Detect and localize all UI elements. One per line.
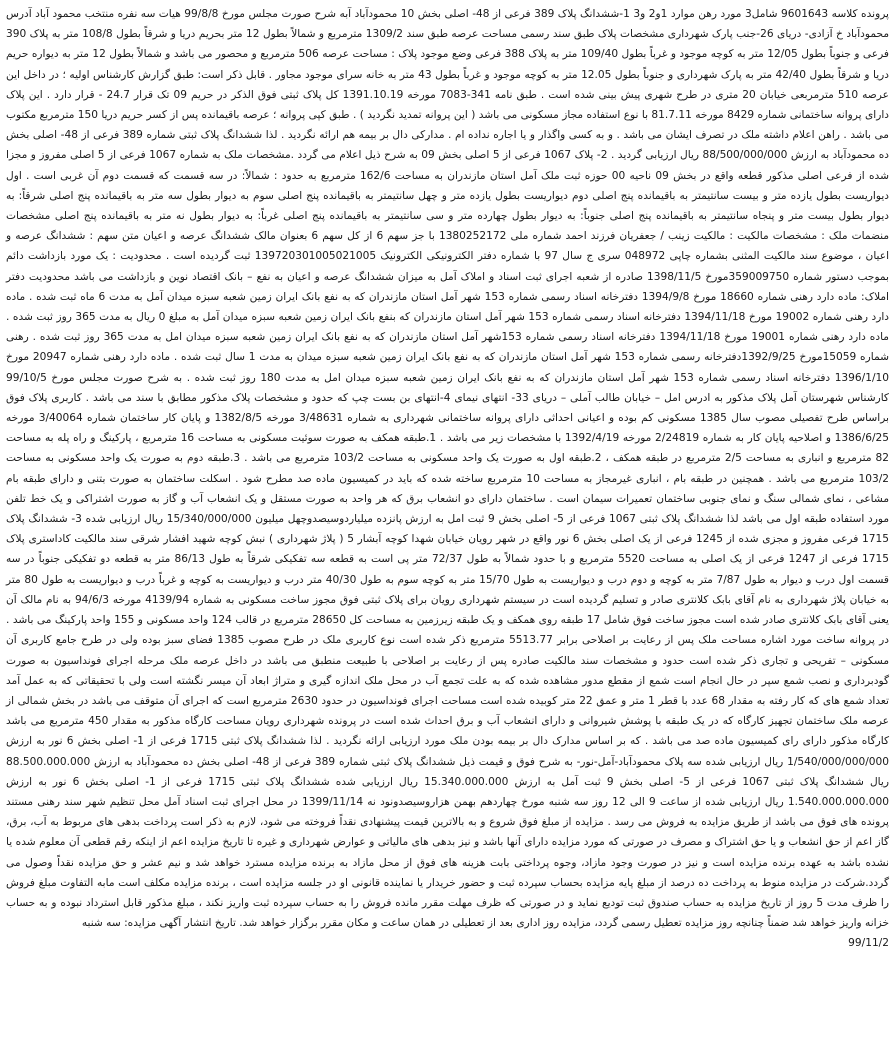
notice-body-text: پرونده کلاسه 9601643 شامل3 مورد رهن موارد 1و2 و3 1-ششدانگ پلاک 389 فرعی از 48- اصلی بخش 10 محمودآباد آبه شرح صورت مجلس مورخ 99/8/8 هیات سه نفره منتخب محمود آباد آدرس محمودآباد خ آزادی- دریای 26-جنب پارک شهرداری مشخصات پلاک طبق سند رسمی مساحت عرصه طبق سند 1309/2 مترمربع و شمالاً بطول 12 متر بحریم دریا و شرقاً بطول 108/8 متر به پلاک 390 فرعی و جنوباً بطول 12/05 متر به کوچه موجود و غرباً بطول 109/40 متر به پلاک 388 فرعی وضع موجود پلاک : مساحت عرصه 506 مترمربع و محصور می باشد و شمالاً بطول 12 متر به دیواره حریم دریا و شرقاً بطول 42/40 متر به پارک شهرداری و جنوباً بطول 12.05 متر به کوچه موجود و غرباً بطول 43 متر به خانه سرای موجود مجاور . قابل ذکر است: طبق گزارش کارشناس اولیه ؛ در داخل این عرصه 510 مترمربعی خیابان 20 متری در طرح شهری پیش بینی شده است . طبق نامه 341-7083 مورخه 1391.10.19 کل پلاک ثبتی فوق الذکر در حریم 09 تک قرار 24.7 - قرار دارد . این پلاک دارای پروانه ساختمانی شماره 8429 مورخه 81.7.11 با نوع استفاده مجاز مسکونی می باشد ( این پروانه تمدید نگردید ) . طبق کپی پروانه ؛ عرصه باقیمانده پس از کسر حریم دریا 150 مترمربع مکتوب می باشد . راهن اعلام داشته ملک در تصرف ایشان می باشد . و به کسی واگذار و یا اجاره نداده ام . مدارکی دال بر بیمه هم ارائه نگردید . لذا ششدانگ پلاک ثبتی شماره 389 فرعی از 48- اصلی بخش ده محمودآباد به ارزش 88/500/000/000 ریال ارزیابی گردید . 2- پلاک 1067 فرعی از 5 اصلی بخش 09 به شرح ذیل اعلام می گردد .مشخصات ملک به شماره 1067 فرعی از 5 اصلی مفروز و مجزا شده از فرعی اصلی مذکور قطعه واقع در بخش 09 ناحیه 00 حوزه ثبت ملک آمل استان مازندران به مساحت 162/6 مترمربع به حدود : شمالاً: در سه قسمت که قسمت دوم آن غربی است . اول دیواریست بطول یازده متر و بیست سانتیمتر به باقیمانده پنج اصلی دوم دیواریست بطول یازده متر و چهل سانتیمتر به باقیمانده پنج اصلی سوم به دیوار بطول سه متر به باقیمانده پنج اصلی شرقاً: به دیوار بطول بیست متر و پنجاه سانتیمتر به باقیمانده پنج اصلی جنوباً: به دیوار بطول چهارده متر و سی سانتیمتر به باقیمانده پنج اصلی غرباً: به دیوار بطول نه متر به باقیمانده پنج اصلی مشخصات منضمات ملک : مشخصات مالکیت : مالکیت زینب / جعفریان فرزند احمد شماره ملی 1380252172 با جز سهم 6 از کل سهم 6 بعنوان مالک ششدانگ عرصه و اعیان متن سهم : ششدانگ عرصه و اعیان ، موضوع سند مالکیت المثنی بشماره چاپی 048972 سری ج سال 97 با شماره دفتر الکترونیکی الکترونیک 139720301005021005 ثبت گردیده است . محدودیت : یک مورد بازداشت دائم بموجب دستور شماره 359009750مورخ 1398/11/5 صادره از شعبه اجرای ثبت اسناد و املاک آمل به میزان ششدانگ عرصه و اعیان به نفع – بانک اقتصاد نوین و بازداشت می باشد محدودیت دفتر املاک: ماده دارد رهنی شماره 18660 مورخ 1394/9/8 دفترخانه اسناد رسمی شماره 153 شهر آمل استان مازندران که به نفع بانک ایران زمین شعبه سبزه میدان آمل به مدت 6 ماه ثبت شده . ماده دارد رهنی شماره 19002 مورخ 1394/11/18 دفترخانه اسناد رسمی شماره 153 شهر آمل استان مازندران که بنفع بانک ایران زمین شعبه سبزه میدان آمل به مبلغ 0 ریال به مدت 365 روز ثبت شده . ماده دارد رهنی شماره 19001 مورخ 1394/11/18 دفترخانه اسناد رسمی شماره 153شهر آمل استان مازندران که به نفع بانک ایران زمین شعبه سبزه میدان امل به مدت 365 روز ثبت شده . رهنی شماره 15059مورخ 1392/9/25دفترخانه رسمی شماره 153 شهر آمل استان مازندران که به نفع بانک ایران زمین شعبه سبزه میدان به مدت 1 سال ثبت شده . ماده دارد رهنی شماره 20947 مورخ 1396/1/10 دفترخانه اسناد رسمی شماره 153 شهر آمل استان مازندران که به نفع بانک ایران زمین شعبه سبزه میدان امل به مدت 180 روز ثبت شده . به شرح صورت مجلس مورخ 99/10/5 کارشناس شهرستان آمل پلاک مذکور به ادرس امل – خیابان طالب آملی – دریای 33- انتهای نیمای 4-انتهای بن بست چپ که حدود و مشخصات پلاک مذکور مطابق با سند می باشد . کاربری پلاک فوق براساس طرح تفصیلی مصوب سال 1385 مسکونی کم بوده و اعیانی احداثی دارای پروانه ساختمانی شهرداری به شماره 3/48631 مورخه 1382/8/5 و پایان کار ساختمان شماره 3/40064 مورخه 1386/6/25 و اصلاحیه پایان کار به شماره 2/24819 مورخه 1392/4/19 با مشخصات زیر می باشد . 1.طبقه همکف به صورت سوئیت مسکونی به مساحت 16 مترمربع ، پارکینگ و راه پله به مساحت 82 مترمربع و انباری به مساحت 2/5 مترمربع در طبقه همکف ، 2.طبقه اول به صورت یک واحد مسکونی به مساحت 103/2 مترمربع می باشد . 3.طبقه دوم به صورت یک واحد مسکونی به مساحت 103/2 مترمربع می باشد . همچنین در طبقه بام ، انباری غیرمجاز به مساحت 10 مترمربع ساخته شده که باید در کمیسیون ماده صد مطرح شود . اسکلت ساختمان به صورت بتنی و دارای طبقه بام مشاعی ، نمای شمالی سنگ و نمای جنوبی ساختمان تعمیرات سیمان است . ساختمان دارای دو انشعاب برق که هر واحد به صورت مستقل و یک انشعاب آب و گاز به صورت اشتراکی و یک خط تلفن مورد استفاده طبقه اول می باشد لذا ششدانگ پلاک ثبتی 1067 فرعی از 5- اصلی بخش 9 ثبت امل به ارزش پانزده میلیاردوسیصدوچهل میلیون 15/340/000/000 ریال ارزیابی شده 3- ششدانگ پلاک 1715 فرعی مفروز و مجزی شده از 1245 فرعی از یک اصلی بخش 6 نور واقع در شهر رویان خیابان شهدا کوچه آبشار 5 ( پلاژ شهرداری ) نبش کوچه شهید افشار شرقی سند مالکیت کاداستری پلاک 1715 فرعی از 1247 فرعی از یک اصلی به مساحت 5520 مترمربع و با حدود شمالاً به طول 72/37 متر پی است به قطعه سه تفکیکی شرقاً به طول 86/13 متر به قطعه دو تفکیکی جنوباً در سه قسمت اول درب و دیوار به طول 7/87 متر به کوچه و دوم درب و دیواریست به طول 15/70 متر به کوچه سوم به طول 40/30 متر درب و دیواریست به کوچه و غرباً درب و دیواریست به طول 80 متر به خیابان پلاژ شهرداری به نام آقای بابک کلانتری صادر و تسلیم گردیده است در سیستم شهرداری رویان برای پلاک ثبتی فوق مجوز ساخت مسکونی به شماره 4139/94 مورخه 94/6/3 به نام مالک آن یعنی آقای بابک کلانتری صادر شده است مجوز ساخت فوق شامل 17 طبقه روی همکف و یک طبقه زیرزمین به مساحت کل 28650 مترمربع در قالب 124 واحد مسکونی و 155 واحد پارکینگ می باشد . در پروانه ساخت مورد اشاره مساحت ملک پس از رعایت بر اصلاحی برابر 5513.77 مترمربع ذکر شده است نوع کاربری ملک در طرح مصوب 1385 فضای سبز بوده ولی در طرح جامع کاربری آن مسکونی – تفریحی و تجاری ذکر شده است حدود و مشخصات سند مالکیت صادره پس از رعایت بر اصلاحی با طبیعت منطبق می باشد در داخل عرصه ملک مرحله اجرای فونداسیون به صورت گودبرداری و نصب شمع سپر در حال انجام است شمع از مقطع مدور مشاهده شده که به علت تجمع آب در محل ملک اندازه گیری و متراژ ابعاد آن میسر نگشته است ولی با تحقیقاتی که به عمل آمد تعداد شمع های که کار رفته به مقدار 68 عدد با قطر 1 متر و عمق 22 متر کوبیده شده است مساحت اجرای فونداسیون در حدود 2630 مترمربع است که اجرای آن متوقف می باشد در بخش شمالی از عرصه ملک ساختمان تجهیز کارگاه که در یک طبقه با پوشش شیروانی و دارای انشعاب آب و برق احداث شده است در پرونده شهرداری رویان مساحت کارگاه مذکور به مقدار 450 مترمربع می باشد کارگاه مذکور دارای رای کمیسیون ماده صد می باشد . که بر اساس مدارک دال بر بیمه بودن ملک مورد ارزیابی ارائه نگردید . لذا ششدانگ پلاک ثبتی 1715 فرعی از 1- اصلی بخش 6 نور به ارزش 1/540/000/000/000 ریال ارزیابی شده سه پلاک محمودآباد-آمل-نور- به شرح فوق و قیمت ذیل ششدانگ پلاک ثبتی شماره 389 فرعی از 48- اصلی بخش ده محمودآباد به ارزش 88.500.000.000 ریال ششدانگ پلاک ثبتی 1067 فرعی از 5- اصلی بخش 9 ثبت آمل به ارزش 15.340.000.000 ریال ارزیابی شده ششدانگ پلاک ثبتی 1715 فرعی از 1- اصلی بخش 6 نور به ارزش 1.540.000.000.000 ریال ارزیابی شده از ساعت 9 الی 12 روز سه شنبه مورخ چهاردهم بهمن هزاروسیصدونود نه 1399/11/14 در محل اجرای ثبت اسناد آمل محل تنظیم شهر سند رهنی مستند پرونده های فوق می باشد از طریق مزایده به فروش می رسد . مزایده از مبلغ فوق شروع و به بالاترین قیمت پیشنهادی نقداً فروخته می شود، لازم به ذکر است پرداخت بدهی های مربوط به آب، برق، گاز اعم از حق انشعاب و یا حق اشتراک و مصرف در صورتی که مورد مزایده دارای آنها باشد و نیز بدهی های مالیاتی و عوارض شهرداری و غیره تا تاریخ مزایده اعم از اینکه رقم قطعی آن معلوم شده یا نشده باشد به عهده برنده مزایده است و نیز در صورت وجود مازاد، وجوه پرداختی بابت هزینه های فوق از محل مازاد به برنده مزایده مسترد خواهد شد و نیم عشر و حق مزایده نقداً وصول می گردد.شرکت در مزایده منوط به پرداخت ده درصد از مبلغ پایه مزایده بحساب سپرده ثبت و حضور خریدار یا نماینده قانونی او در جلسه مزایده است ، برنده مزایده مکلف است مابه التفاوت مبلغ فروش را ظرف مدت 5 روز از تاریخ مزایده به حساب صندوق ثبت تودیع نماید و در صورتی که ظرف مهلت مقرر مانده فروش را به حساب سپرده ثبت واریز نکند ، مبلغ مذکور قابل استرداد نبوده و به حساب خزانه واریز خواهد شد ضمناً چنانچه روز مزایده تعطیل رسمی گردد، مزایده روز اداری بعد از تعطیلی در همان ساعت و مکان مقرر برگزار خواهد شد. تاریخ انتشار آگهی مزایده: سه شنبه [6,8,890,930]
notice-publication-date: 99/11/2 [848,937,889,950]
